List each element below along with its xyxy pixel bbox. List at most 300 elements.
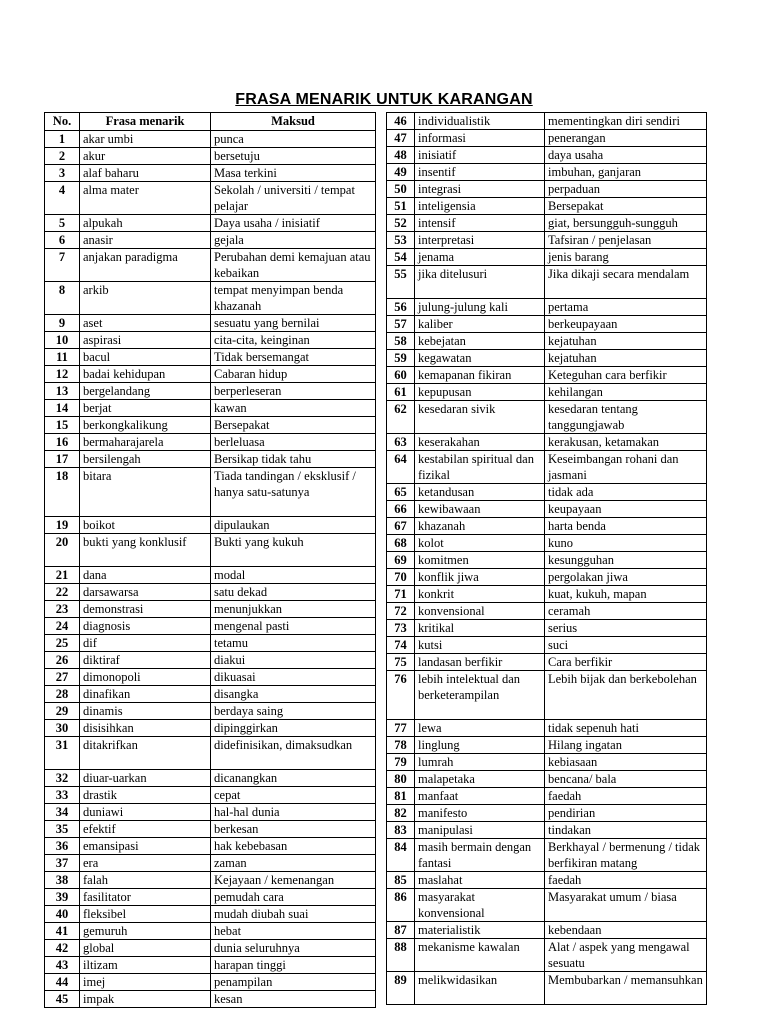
table-row bbox=[45, 349, 376, 366]
row-number: 69 bbox=[387, 552, 415, 569]
row-number: 9 bbox=[45, 315, 80, 332]
phrase-cell: impak bbox=[80, 991, 211, 1008]
table-row bbox=[45, 991, 376, 1008]
meaning-cell: Alat / aspek yang mengawal sesuatu bbox=[545, 939, 707, 972]
phrase-cell: maslahat bbox=[415, 872, 545, 889]
table-row bbox=[45, 804, 376, 821]
row-number: 25 bbox=[45, 635, 80, 652]
meaning-cell: dicanangkan bbox=[211, 770, 376, 787]
meaning-cell: Sekolah / universiti / tempat pelajar bbox=[211, 182, 376, 215]
row-number: 72 bbox=[387, 603, 415, 620]
table-row bbox=[45, 131, 376, 148]
meaning-cell: Lebih bijak dan berkebolehan bbox=[545, 671, 707, 720]
phrase-cell: diagnosis bbox=[80, 618, 211, 635]
row-number: 39 bbox=[45, 889, 80, 906]
table-row bbox=[387, 771, 707, 788]
meaning-cell: kawan bbox=[211, 400, 376, 417]
row-number: 3 bbox=[45, 165, 80, 182]
row-number: 31 bbox=[45, 737, 80, 770]
table-row bbox=[387, 637, 707, 654]
table-row bbox=[387, 839, 707, 872]
row-number: 44 bbox=[45, 974, 80, 991]
row-number: 68 bbox=[387, 535, 415, 552]
table-row bbox=[45, 282, 376, 315]
table-row bbox=[387, 113, 707, 130]
row-number: 38 bbox=[45, 872, 80, 889]
table-row bbox=[45, 669, 376, 686]
phrase-cell: konvensional bbox=[415, 603, 545, 620]
phrase-cell: integrasi bbox=[415, 181, 545, 198]
phrase-cell: diktiraf bbox=[80, 652, 211, 669]
table-row bbox=[45, 468, 376, 517]
meaning-cell: pendirian bbox=[545, 805, 707, 822]
row-number: 22 bbox=[45, 584, 80, 601]
meaning-cell: Kejayaan / kemenangan bbox=[211, 872, 376, 889]
meaning-cell: Bersikap tidak tahu bbox=[211, 451, 376, 468]
meaning-cell: pergolakan jiwa bbox=[545, 569, 707, 586]
row-number: 42 bbox=[45, 940, 80, 957]
meaning-cell: Bukti yang kukuh bbox=[211, 534, 376, 567]
table-row bbox=[45, 957, 376, 974]
meaning-cell: giat, bersungguh-sungguh bbox=[545, 215, 707, 232]
meaning-cell: berkeupayaan bbox=[545, 316, 707, 333]
row-number: 71 bbox=[387, 586, 415, 603]
row-number: 8 bbox=[45, 282, 80, 315]
meaning-cell: mementingkan diri sendiri bbox=[545, 113, 707, 130]
phrase-cell: kepupusan bbox=[415, 384, 545, 401]
phrase-cell: interpretasi bbox=[415, 232, 545, 249]
table-row bbox=[45, 584, 376, 601]
meaning-cell: Membubarkan / memansuhkan bbox=[545, 972, 707, 1005]
phrase-cell: kolot bbox=[415, 535, 545, 552]
row-number: 43 bbox=[45, 957, 80, 974]
row-number: 57 bbox=[387, 316, 415, 333]
table-row bbox=[45, 400, 376, 417]
meaning-cell: suci bbox=[545, 637, 707, 654]
phrase-cell: bermaharajarela bbox=[80, 434, 211, 451]
phrase-cell: diuar-uarkan bbox=[80, 770, 211, 787]
phrase-cell: intensif bbox=[415, 215, 545, 232]
table-row bbox=[387, 350, 707, 367]
table-row bbox=[387, 922, 707, 939]
table-row bbox=[387, 889, 707, 922]
phrase-cell: emansipasi bbox=[80, 838, 211, 855]
row-number: 16 bbox=[45, 434, 80, 451]
row-number: 41 bbox=[45, 923, 80, 940]
meaning-cell: kebiasaan bbox=[545, 754, 707, 771]
table-row bbox=[45, 703, 376, 720]
phrase-cell: dinamis bbox=[80, 703, 211, 720]
row-number: 83 bbox=[387, 822, 415, 839]
phrase-cell: iltizam bbox=[80, 957, 211, 974]
meaning-cell: kesedaran tentang tanggungjawab bbox=[545, 401, 707, 434]
table-row bbox=[45, 148, 376, 165]
table-row bbox=[45, 906, 376, 923]
table-row bbox=[45, 635, 376, 652]
phrase-cell: lebih intelektual dan berketerampilan bbox=[415, 671, 545, 720]
meaning-cell: dipulaukan bbox=[211, 517, 376, 534]
meaning-cell: Bersepakat bbox=[211, 417, 376, 434]
phrase-cell: keserakahan bbox=[415, 434, 545, 451]
phrase-cell: dif bbox=[80, 635, 211, 652]
meaning-cell: tempat menyimpan benda khazanah bbox=[211, 282, 376, 315]
table-row bbox=[45, 686, 376, 703]
phrase-cell: boikot bbox=[80, 517, 211, 534]
row-number: 1 bbox=[45, 131, 80, 148]
meaning-cell: Tiada tandingan / eksklusif / hanya satu-satunya bbox=[211, 468, 376, 517]
row-number: 52 bbox=[387, 215, 415, 232]
phrase-cell: jenama bbox=[415, 249, 545, 266]
phrase-cell: informasi bbox=[415, 130, 545, 147]
row-number: 58 bbox=[387, 333, 415, 350]
table-row bbox=[45, 567, 376, 584]
row-number: 5 bbox=[45, 215, 80, 232]
meaning-cell: perpaduan bbox=[545, 181, 707, 198]
row-number: 78 bbox=[387, 737, 415, 754]
row-number: 61 bbox=[387, 384, 415, 401]
row-number: 45 bbox=[45, 991, 80, 1008]
phrase-cell: bitara bbox=[80, 468, 211, 517]
meaning-cell: Masa terkini bbox=[211, 165, 376, 182]
meaning-cell: gejala bbox=[211, 232, 376, 249]
row-number: 28 bbox=[45, 686, 80, 703]
table-row bbox=[45, 652, 376, 669]
row-number: 70 bbox=[387, 569, 415, 586]
row-number: 33 bbox=[45, 787, 80, 804]
row-number: 62 bbox=[387, 401, 415, 434]
table-row bbox=[45, 366, 376, 383]
table-row bbox=[45, 215, 376, 232]
meaning-cell: berdaya saing bbox=[211, 703, 376, 720]
table-row bbox=[387, 333, 707, 350]
row-number: 84 bbox=[387, 839, 415, 872]
meaning-cell: berkesan bbox=[211, 821, 376, 838]
table-row bbox=[387, 266, 707, 299]
phrase-table-right bbox=[386, 112, 707, 1005]
meaning-cell: Jika dikaji secara mendalam bbox=[545, 266, 707, 299]
meaning-cell: kejatuhan bbox=[545, 350, 707, 367]
meaning-cell: penampilan bbox=[211, 974, 376, 991]
table-row bbox=[387, 586, 707, 603]
phrase-cell: bersilengah bbox=[80, 451, 211, 468]
row-number: 20 bbox=[45, 534, 80, 567]
meaning-cell: imbuhan, ganjaran bbox=[545, 164, 707, 181]
row-number: 35 bbox=[45, 821, 80, 838]
table-row bbox=[45, 770, 376, 787]
phrase-cell: lewa bbox=[415, 720, 545, 737]
meaning-cell: zaman bbox=[211, 855, 376, 872]
row-number: 19 bbox=[45, 517, 80, 534]
meaning-cell: punca bbox=[211, 131, 376, 148]
meaning-cell: kejatuhan bbox=[545, 333, 707, 350]
table-row bbox=[387, 401, 707, 434]
table-row bbox=[387, 384, 707, 401]
row-number: 87 bbox=[387, 922, 415, 939]
meaning-cell: cepat bbox=[211, 787, 376, 804]
table-row bbox=[45, 417, 376, 434]
phrase-cell: imej bbox=[80, 974, 211, 991]
meaning-cell: jenis barang bbox=[545, 249, 707, 266]
table-row bbox=[387, 316, 707, 333]
row-number: 34 bbox=[45, 804, 80, 821]
meaning-cell: Daya usaha / inisiatif bbox=[211, 215, 376, 232]
phrase-cell: anasir bbox=[80, 232, 211, 249]
phrase-cell: badai kehidupan bbox=[80, 366, 211, 383]
table-row bbox=[387, 164, 707, 181]
phrase-cell: arkib bbox=[80, 282, 211, 315]
row-number: 65 bbox=[387, 484, 415, 501]
row-number: 23 bbox=[45, 601, 80, 618]
row-number: 74 bbox=[387, 637, 415, 654]
phrase-cell: berjat bbox=[80, 400, 211, 417]
table-row bbox=[387, 518, 707, 535]
phrase-cell: ketandusan bbox=[415, 484, 545, 501]
table-row bbox=[387, 249, 707, 266]
phrase-cell: masih bermain dengan fantasi bbox=[415, 839, 545, 872]
table-row bbox=[45, 618, 376, 635]
row-number: 27 bbox=[45, 669, 80, 686]
phrase-cell: materialistik bbox=[415, 922, 545, 939]
table-row bbox=[387, 569, 707, 586]
table-row bbox=[45, 787, 376, 804]
phrase-cell: linglung bbox=[415, 737, 545, 754]
phrase-cell: gemuruh bbox=[80, 923, 211, 940]
phrase-cell: kutsi bbox=[415, 637, 545, 654]
meaning-cell: ceramah bbox=[545, 603, 707, 620]
row-number: 13 bbox=[45, 383, 80, 400]
meaning-cell: tindakan bbox=[545, 822, 707, 839]
meaning-cell: daya usaha bbox=[545, 147, 707, 164]
meaning-cell: Berkhayal / bermenung / tidak berfikiran matang bbox=[545, 839, 707, 872]
row-number: 85 bbox=[387, 872, 415, 889]
phrase-cell: konkrit bbox=[415, 586, 545, 603]
phrase-cell: landasan berfikir bbox=[415, 654, 545, 671]
meaning-cell: kebendaan bbox=[545, 922, 707, 939]
meaning-cell: berleluasa bbox=[211, 434, 376, 451]
phrase-cell: berkongkalikung bbox=[80, 417, 211, 434]
row-number: 4 bbox=[45, 182, 80, 215]
phrase-cell: fleksibel bbox=[80, 906, 211, 923]
table-row bbox=[387, 805, 707, 822]
table-row bbox=[387, 754, 707, 771]
table-row bbox=[387, 788, 707, 805]
page-title: FRASA MENARIK UNTUK KARANGAN bbox=[235, 91, 533, 108]
row-number: 2 bbox=[45, 148, 80, 165]
meaning-cell: dipinggirkan bbox=[211, 720, 376, 737]
phrase-cell: khazanah bbox=[415, 518, 545, 535]
meaning-cell: kerakusan, ketamakan bbox=[545, 434, 707, 451]
meaning-cell: Masyarakat umum / biasa bbox=[545, 889, 707, 922]
table-row bbox=[45, 383, 376, 400]
row-number: 14 bbox=[45, 400, 80, 417]
table-row bbox=[387, 822, 707, 839]
row-number: 11 bbox=[45, 349, 80, 366]
table-row bbox=[387, 198, 707, 215]
meaning-cell: mengenal pasti bbox=[211, 618, 376, 635]
meaning-cell: bencana/ bala bbox=[545, 771, 707, 788]
phrase-cell: akar umbi bbox=[80, 131, 211, 148]
phrase-cell: akur bbox=[80, 148, 211, 165]
phrase-cell: julung-julung kali bbox=[415, 299, 545, 316]
meaning-cell: mudah diubah suai bbox=[211, 906, 376, 923]
phrase-cell: global bbox=[80, 940, 211, 957]
phrase-cell: darsawarsa bbox=[80, 584, 211, 601]
meaning-cell: tidak sepenuh hati bbox=[545, 720, 707, 737]
row-number: 48 bbox=[387, 147, 415, 164]
table-row bbox=[45, 974, 376, 991]
table-row bbox=[387, 603, 707, 620]
table-row bbox=[45, 838, 376, 855]
row-number: 67 bbox=[387, 518, 415, 535]
table-row bbox=[45, 434, 376, 451]
row-number: 66 bbox=[387, 501, 415, 518]
meaning-cell: cita-cita, keinginan bbox=[211, 332, 376, 349]
table-row bbox=[387, 939, 707, 972]
meaning-cell: Tidak bersemangat bbox=[211, 349, 376, 366]
row-number: 51 bbox=[387, 198, 415, 215]
table-row bbox=[45, 821, 376, 838]
meaning-cell: menunjukkan bbox=[211, 601, 376, 618]
meaning-cell: faedah bbox=[545, 872, 707, 889]
table-row bbox=[387, 451, 707, 484]
table-row bbox=[387, 552, 707, 569]
phrase-cell: fasilitator bbox=[80, 889, 211, 906]
table-row bbox=[387, 484, 707, 501]
row-number: 79 bbox=[387, 754, 415, 771]
meaning-cell: Tafsiran / penjelasan bbox=[545, 232, 707, 249]
meaning-cell: satu dekad bbox=[211, 584, 376, 601]
meaning-cell: faedah bbox=[545, 788, 707, 805]
phrase-cell: kesedaran sivik bbox=[415, 401, 545, 434]
table-row bbox=[387, 434, 707, 451]
table-row bbox=[45, 923, 376, 940]
phrase-cell: duniawi bbox=[80, 804, 211, 821]
row-number: 46 bbox=[387, 113, 415, 130]
row-number: 86 bbox=[387, 889, 415, 922]
table-body-right bbox=[387, 113, 707, 1005]
phrase-cell: ditakrifkan bbox=[80, 737, 211, 770]
phrase-cell: kegawatan bbox=[415, 350, 545, 367]
meaning-cell: kuno bbox=[545, 535, 707, 552]
row-number: 81 bbox=[387, 788, 415, 805]
meaning-cell: harapan tinggi bbox=[211, 957, 376, 974]
phrase-cell: inteligensia bbox=[415, 198, 545, 215]
row-number: 47 bbox=[387, 130, 415, 147]
meaning-cell: Keteguhan cara berfikir bbox=[545, 367, 707, 384]
row-number: 89 bbox=[387, 972, 415, 1005]
table-body-left bbox=[45, 131, 376, 1008]
row-number: 30 bbox=[45, 720, 80, 737]
table-row bbox=[45, 332, 376, 349]
meaning-cell: pemudah cara bbox=[211, 889, 376, 906]
meaning-cell: sesuatu yang bernilai bbox=[211, 315, 376, 332]
phrase-cell: dinafikan bbox=[80, 686, 211, 703]
table-row bbox=[387, 535, 707, 552]
meaning-cell: diakui bbox=[211, 652, 376, 669]
meaning-cell: Keseimbangan rohani dan jasmani bbox=[545, 451, 707, 484]
table-row bbox=[387, 654, 707, 671]
phrase-cell: dana bbox=[80, 567, 211, 584]
phrase-cell: alma mater bbox=[80, 182, 211, 215]
phrase-cell: manfaat bbox=[415, 788, 545, 805]
table-row bbox=[45, 517, 376, 534]
table-row bbox=[45, 232, 376, 249]
meaning-cell: dikuasai bbox=[211, 669, 376, 686]
row-number: 26 bbox=[45, 652, 80, 669]
table-row bbox=[387, 367, 707, 384]
table-row bbox=[45, 182, 376, 215]
table-row bbox=[387, 972, 707, 1005]
table-row bbox=[387, 147, 707, 164]
phrase-cell: bukti yang konklusif bbox=[80, 534, 211, 567]
row-number: 59 bbox=[387, 350, 415, 367]
table-row bbox=[45, 872, 376, 889]
row-number: 64 bbox=[387, 451, 415, 484]
phrase-cell: melikwidasikan bbox=[415, 972, 545, 1005]
phrase-cell: mekanisme kawalan bbox=[415, 939, 545, 972]
meaning-cell: Cara berfikir bbox=[545, 654, 707, 671]
phrase-cell: malapetaka bbox=[415, 771, 545, 788]
table-row bbox=[45, 315, 376, 332]
meaning-cell: serius bbox=[545, 620, 707, 637]
meaning-cell: tetamu bbox=[211, 635, 376, 652]
phrase-cell: insentif bbox=[415, 164, 545, 181]
row-number: 82 bbox=[387, 805, 415, 822]
table-row bbox=[387, 501, 707, 518]
phrase-cell: lumrah bbox=[415, 754, 545, 771]
meaning-cell: Hilang ingatan bbox=[545, 737, 707, 754]
meaning-cell: modal bbox=[211, 567, 376, 584]
meaning-cell: didefinisikan, dimaksudkan bbox=[211, 737, 376, 770]
phrase-cell: disisihkan bbox=[80, 720, 211, 737]
row-number: 55 bbox=[387, 266, 415, 299]
phrase-cell: drastik bbox=[80, 787, 211, 804]
row-number: 73 bbox=[387, 620, 415, 637]
phrase-cell: efektif bbox=[80, 821, 211, 838]
row-number: 80 bbox=[387, 771, 415, 788]
phrase-cell: masyarakat konvensional bbox=[415, 889, 545, 922]
phrase-cell: manifesto bbox=[415, 805, 545, 822]
table-row bbox=[387, 181, 707, 198]
table-row bbox=[387, 720, 707, 737]
row-number: 76 bbox=[387, 671, 415, 720]
table-row bbox=[387, 671, 707, 720]
meaning-cell: kuat, kukuh, mapan bbox=[545, 586, 707, 603]
table-row bbox=[45, 249, 376, 282]
phrase-cell: bacul bbox=[80, 349, 211, 366]
meaning-cell: kesan bbox=[211, 991, 376, 1008]
row-number: 10 bbox=[45, 332, 80, 349]
phrase-cell: kaliber bbox=[415, 316, 545, 333]
meaning-cell: Perubahan demi kemajuan atau kebaikan bbox=[211, 249, 376, 282]
phrase-cell: kemapanan fikiran bbox=[415, 367, 545, 384]
phrase-cell: jika ditelusuri bbox=[415, 266, 545, 299]
table-row bbox=[45, 451, 376, 468]
table-row bbox=[387, 130, 707, 147]
meaning-cell: hak kebebasan bbox=[211, 838, 376, 855]
phrase-cell: demonstrasi bbox=[80, 601, 211, 618]
table-row bbox=[387, 620, 707, 637]
row-number: 54 bbox=[387, 249, 415, 266]
meaning-cell: kesungguhan bbox=[545, 552, 707, 569]
row-number: 15 bbox=[45, 417, 80, 434]
table-row bbox=[45, 737, 376, 770]
table-row bbox=[45, 889, 376, 906]
header-no: No. bbox=[45, 113, 80, 131]
row-number: 17 bbox=[45, 451, 80, 468]
row-number: 29 bbox=[45, 703, 80, 720]
row-number: 77 bbox=[387, 720, 415, 737]
